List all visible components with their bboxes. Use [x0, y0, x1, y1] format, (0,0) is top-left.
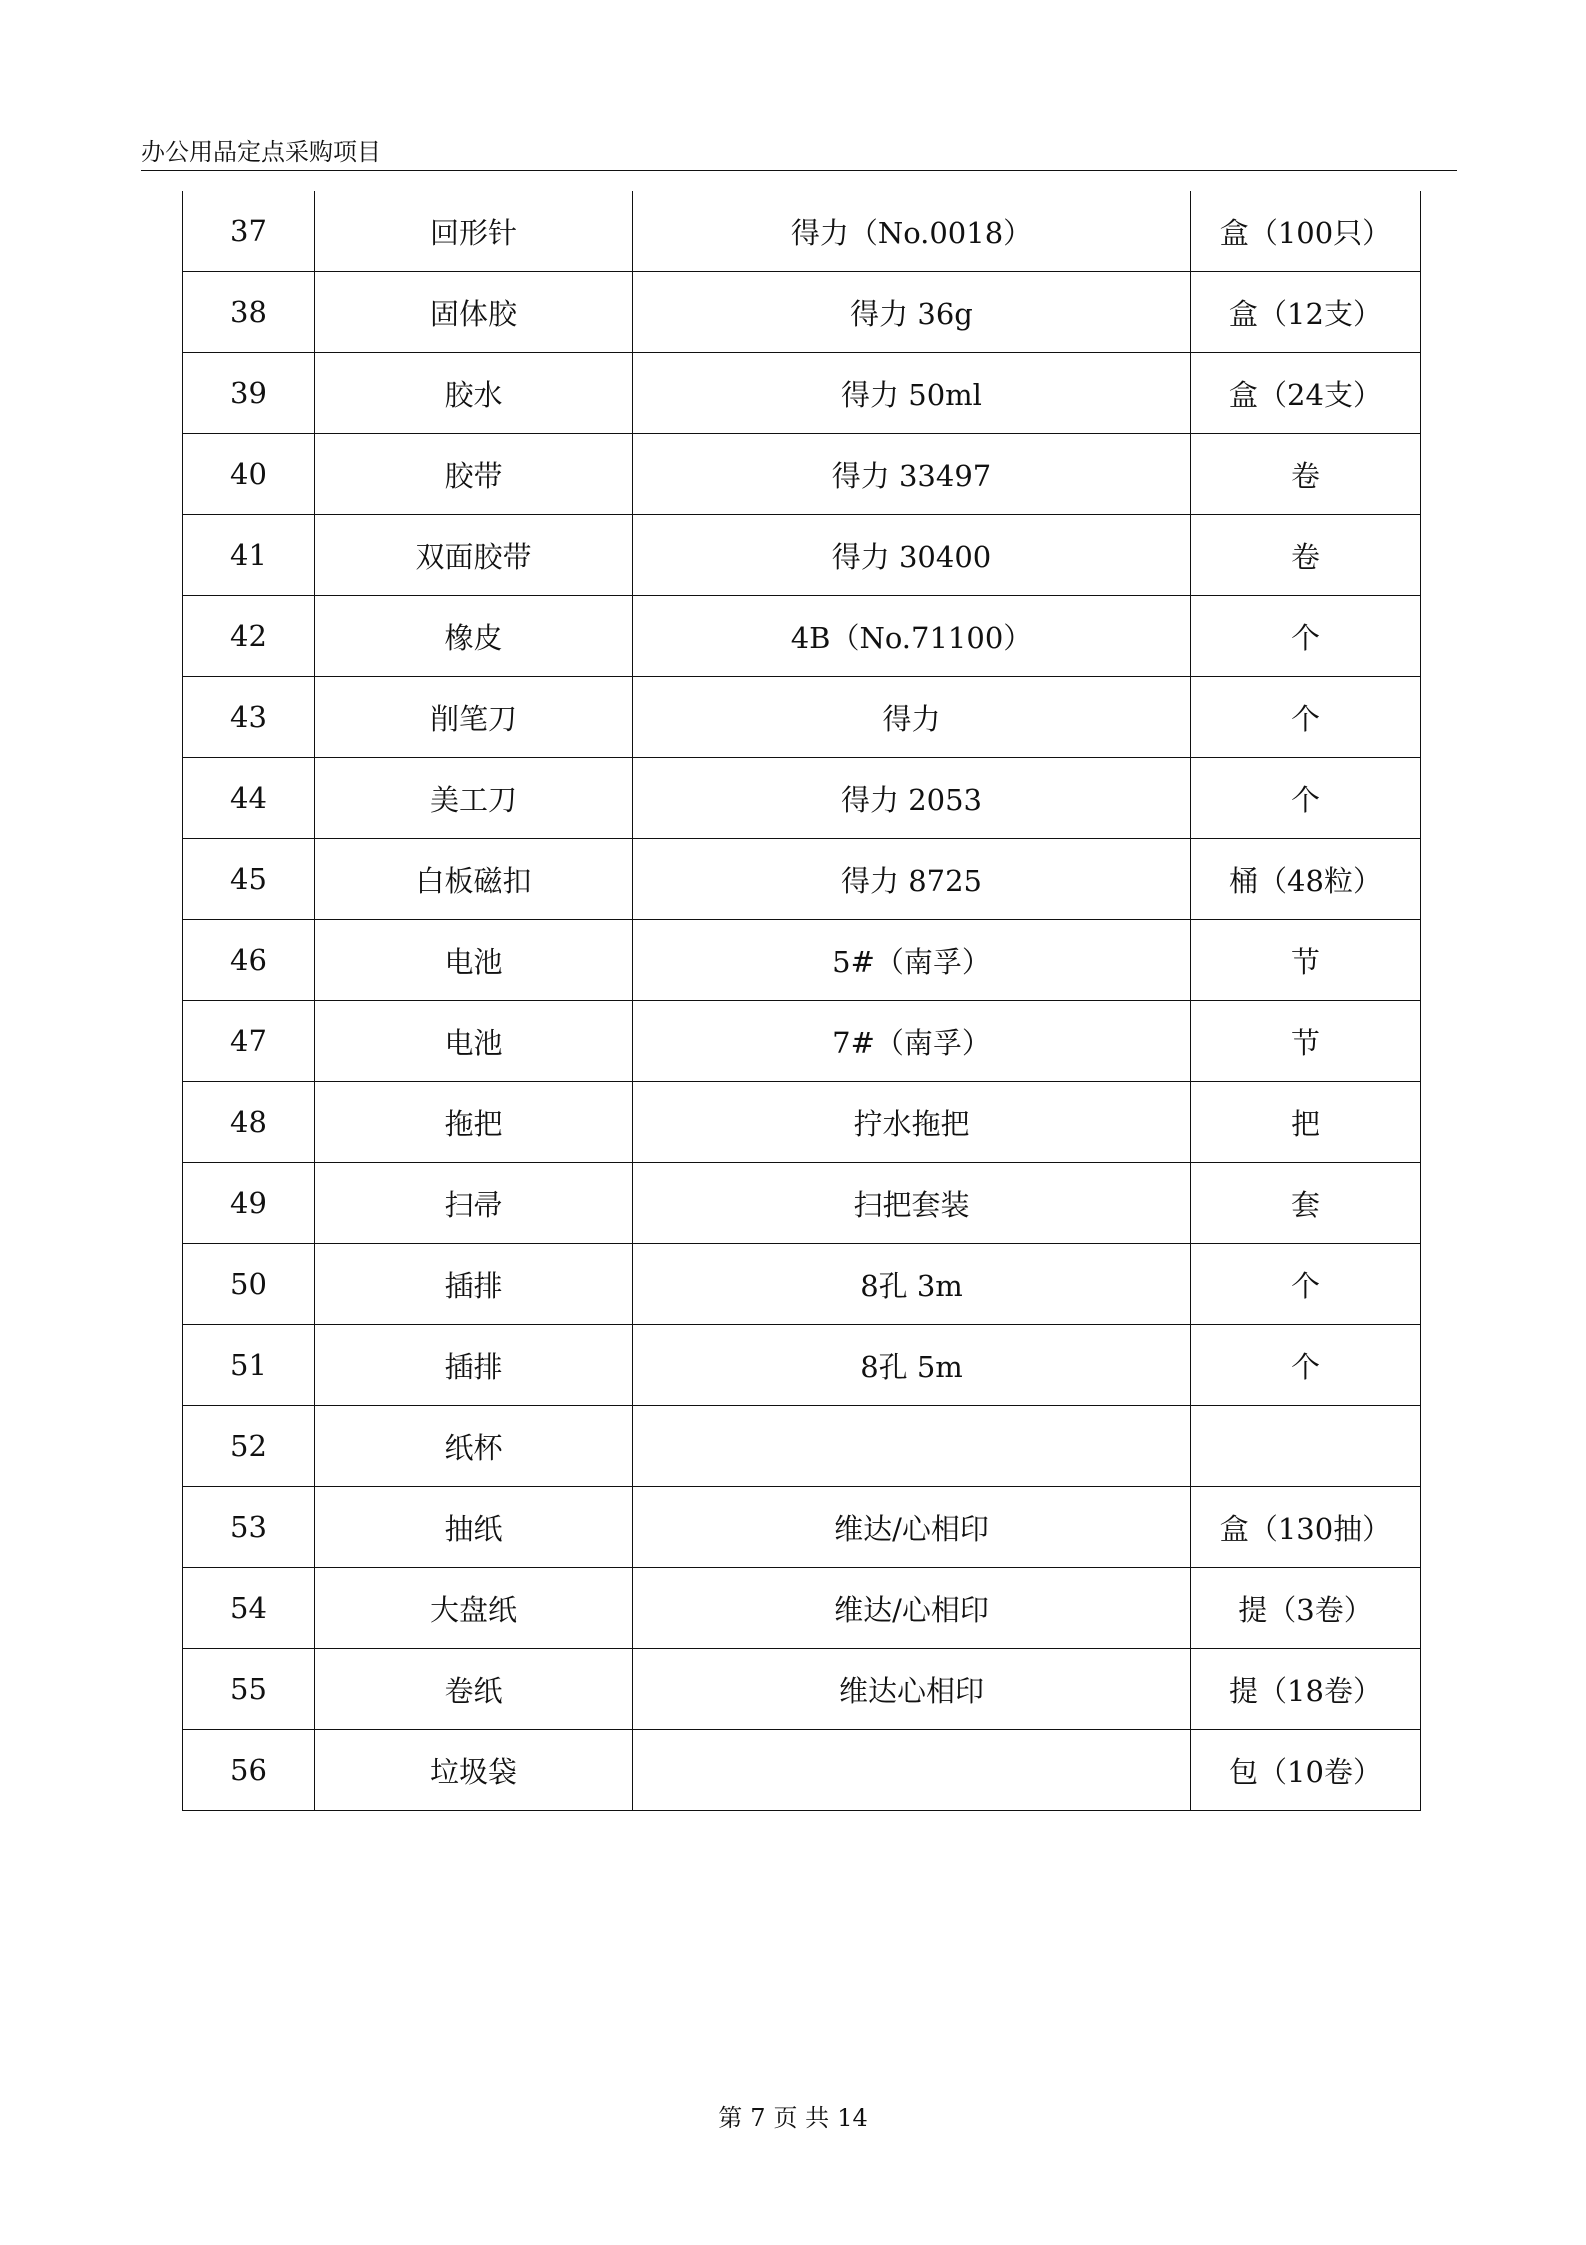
item-spec-cell: 得力 33497	[633, 434, 1191, 515]
table-row	[183, 1568, 1421, 1649]
table-row	[183, 677, 1421, 758]
item-number-cell: 39	[183, 353, 315, 434]
item-number-cell: 56	[183, 1730, 315, 1811]
item-name-cell: 削笔刀	[315, 677, 633, 758]
table-row	[183, 1001, 1421, 1082]
item-name-cell: 胶带	[315, 434, 633, 515]
item-number-cell: 54	[183, 1568, 315, 1649]
footer-middle: 页 共	[773, 2104, 830, 2132]
item-spec-cell: 得力（No.0018）	[633, 191, 1191, 272]
item-name-cell: 回形针	[315, 191, 633, 272]
item-name-cell: 双面胶带	[315, 515, 633, 596]
item-name-cell: 插排	[315, 1244, 633, 1325]
item-unit-cell: 卷	[1191, 434, 1421, 515]
page-footer	[0, 2098, 1586, 2133]
item-number-cell: 49	[183, 1163, 315, 1244]
item-spec-cell: 维达心相印	[633, 1649, 1191, 1730]
item-unit-cell: 卷	[1191, 515, 1421, 596]
item-unit-cell	[1191, 1406, 1421, 1487]
item-spec-cell: 8孔 3m	[633, 1244, 1191, 1325]
table-row	[183, 839, 1421, 920]
item-unit-cell: 个	[1191, 677, 1421, 758]
table-row	[183, 272, 1421, 353]
item-name-cell: 插排	[315, 1325, 633, 1406]
item-number-cell: 48	[183, 1082, 315, 1163]
item-unit-cell: 盒（130抽）	[1191, 1487, 1421, 1568]
item-name-cell: 电池	[315, 920, 633, 1001]
item-name-cell: 大盘纸	[315, 1568, 633, 1649]
item-spec-cell: 得力 2053	[633, 758, 1191, 839]
item-number-cell: 40	[183, 434, 315, 515]
footer-page-number: 7	[750, 2104, 766, 2132]
item-name-cell: 电池	[315, 1001, 633, 1082]
table-row	[183, 1163, 1421, 1244]
table-row	[183, 434, 1421, 515]
table-row	[183, 1406, 1421, 1487]
footer-prefix: 第	[718, 2104, 743, 2132]
item-unit-cell: 节	[1191, 920, 1421, 1001]
document-header-title: 办公用品定点采购项目	[141, 138, 381, 166]
table-row	[183, 758, 1421, 839]
footer-total-pages: 14	[837, 2104, 868, 2132]
item-number-cell: 47	[183, 1001, 315, 1082]
table-row	[183, 1649, 1421, 1730]
table-row	[183, 596, 1421, 677]
item-unit-cell: 把	[1191, 1082, 1421, 1163]
item-name-cell: 美工刀	[315, 758, 633, 839]
item-number-cell: 53	[183, 1487, 315, 1568]
item-name-cell: 垃圾袋	[315, 1730, 633, 1811]
table-row	[183, 1730, 1421, 1811]
item-number-cell: 43	[183, 677, 315, 758]
item-name-cell: 卷纸	[315, 1649, 633, 1730]
item-number-cell: 52	[183, 1406, 315, 1487]
items-table	[182, 191, 1421, 1811]
item-unit-cell: 套	[1191, 1163, 1421, 1244]
item-unit-cell: 个	[1191, 1325, 1421, 1406]
item-unit-cell: 桶（48粒）	[1191, 839, 1421, 920]
item-name-cell: 抽纸	[315, 1487, 633, 1568]
item-spec-cell	[633, 1730, 1191, 1811]
item-unit-cell: 盒（24支）	[1191, 353, 1421, 434]
item-unit-cell: 提（18卷）	[1191, 1649, 1421, 1730]
item-unit-cell: 节	[1191, 1001, 1421, 1082]
header-divider	[141, 170, 1457, 171]
item-number-cell: 42	[183, 596, 315, 677]
item-number-cell: 45	[183, 839, 315, 920]
item-spec-cell: 5#（南孚）	[633, 920, 1191, 1001]
item-spec-cell: 拧水拖把	[633, 1082, 1191, 1163]
item-spec-cell: 得力 30400	[633, 515, 1191, 596]
table-row	[183, 353, 1421, 434]
items-table-body	[183, 191, 1421, 1811]
item-unit-cell: 盒（100只）	[1191, 191, 1421, 272]
item-spec-cell: 维达/心相印	[633, 1487, 1191, 1568]
item-spec-cell	[633, 1406, 1191, 1487]
table-row	[183, 191, 1421, 272]
table-row	[183, 1244, 1421, 1325]
item-spec-cell: 维达/心相印	[633, 1568, 1191, 1649]
item-number-cell: 38	[183, 272, 315, 353]
item-name-cell: 白板磁扣	[315, 839, 633, 920]
item-number-cell: 44	[183, 758, 315, 839]
item-unit-cell: 提（3卷）	[1191, 1568, 1421, 1649]
item-spec-cell: 得力	[633, 677, 1191, 758]
item-spec-cell: 得力 50ml	[633, 353, 1191, 434]
item-spec-cell: 7#（南孚）	[633, 1001, 1191, 1082]
item-unit-cell: 包（10卷）	[1191, 1730, 1421, 1811]
item-name-cell: 固体胶	[315, 272, 633, 353]
item-spec-cell: 得力 36g	[633, 272, 1191, 353]
item-number-cell: 55	[183, 1649, 315, 1730]
item-number-cell: 41	[183, 515, 315, 596]
item-name-cell: 胶水	[315, 353, 633, 434]
item-name-cell: 纸杯	[315, 1406, 633, 1487]
item-name-cell: 扫帚	[315, 1163, 633, 1244]
item-spec-cell: 扫把套装	[633, 1163, 1191, 1244]
item-spec-cell: 得力 8725	[633, 839, 1191, 920]
table-row	[183, 1487, 1421, 1568]
table-row	[183, 920, 1421, 1001]
item-spec-cell: 4B（No.71100）	[633, 596, 1191, 677]
item-unit-cell: 个	[1191, 596, 1421, 677]
item-unit-cell: 个	[1191, 758, 1421, 839]
item-unit-cell: 盒（12支）	[1191, 272, 1421, 353]
item-name-cell: 拖把	[315, 1082, 633, 1163]
item-name-cell: 橡皮	[315, 596, 633, 677]
item-number-cell: 46	[183, 920, 315, 1001]
item-spec-cell: 8孔 5m	[633, 1325, 1191, 1406]
table-row	[183, 1325, 1421, 1406]
item-number-cell: 37	[183, 191, 315, 272]
item-unit-cell: 个	[1191, 1244, 1421, 1325]
table-row	[183, 1082, 1421, 1163]
table-row	[183, 515, 1421, 596]
item-number-cell: 51	[183, 1325, 315, 1406]
item-number-cell: 50	[183, 1244, 315, 1325]
